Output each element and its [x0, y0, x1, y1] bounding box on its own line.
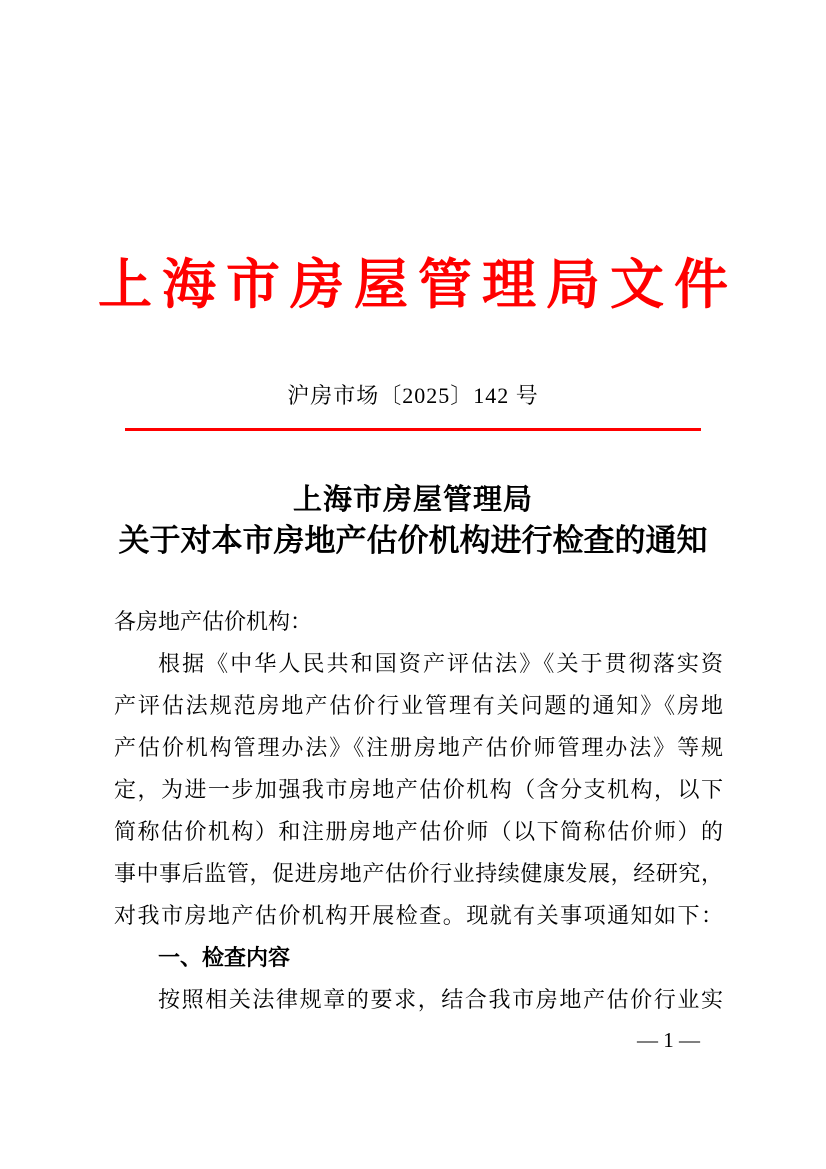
paragraph2-line-1: 按照相关法律规章的要求，结合我市房地产估价行业实: [158, 987, 723, 1012]
document-header-title: 上海市房屋管理局文件: [98, 255, 738, 315]
paragraph1-line-7: 对我市房地产估价机构开展检查。现就有关事项通知如下：: [114, 903, 723, 928]
paragraph1-line-1: 根据《中华人民共和国资产评估法》《关于贯彻落实资: [158, 651, 723, 676]
paragraph1-line-4: 定，为进一步加强我市房地产估价机构（含分支机构，以下: [114, 777, 723, 802]
document-body: [0, 601, 826, 1021]
paragraph1-line-2: 产评估法规范房地产估价行业管理有关问题的通知》《房地: [114, 693, 723, 718]
notice-title-agency: 上海市房屋管理局: [292, 484, 533, 516]
document-number: 沪房市场〔2025〕142 号: [287, 383, 539, 408]
paragraph1-line-3: 产估价机构管理办法》《注册房地产估价师管理办法》等规: [114, 735, 723, 760]
red-separator-line: [125, 428, 701, 431]
notice-title-subject: 关于对本市房地产估价机构进行检查的通知: [118, 523, 708, 558]
salutation: 各房地产估价机构：: [114, 609, 313, 634]
section-heading-1: 一、检查内容: [158, 945, 291, 970]
page-number: — 1 —: [637, 1028, 700, 1052]
paragraph1-line-5: 简称估价机构）和注册房地产估价师（以下简称估价师）的: [114, 819, 723, 844]
paragraph1-line-6: 事中事后监管，促进房地产估价行业持续健康发展，经研究，: [114, 861, 723, 886]
